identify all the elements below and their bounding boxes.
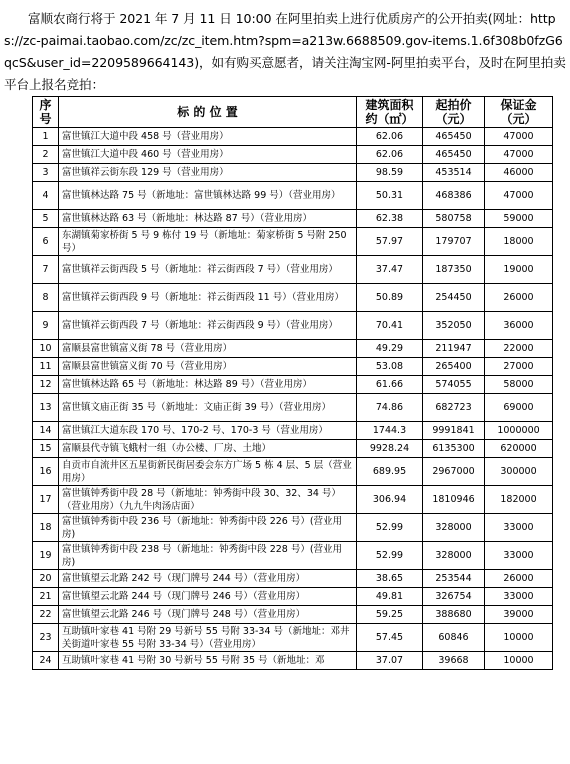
cell-location: 富顺县富世镇富义街 70 号（营业用房） <box>59 358 357 376</box>
cell-no: 10 <box>33 340 59 358</box>
cell-no: 17 <box>33 486 59 514</box>
cell-deposit: 27000 <box>485 358 553 376</box>
cell-location: 富世镇望云北路 244 号（现门牌号 246 号）（营业用房） <box>59 588 357 606</box>
cell-area: 59.25 <box>357 606 423 624</box>
cell-area: 53.08 <box>357 358 423 376</box>
table-row <box>33 652 553 670</box>
cell-location: 富世镇林达路 65 号（新地址：林达路 89 号）（营业用房） <box>59 376 357 394</box>
table-row <box>33 340 553 358</box>
table-row <box>33 440 553 458</box>
cell-deposit: 33000 <box>485 514 553 542</box>
cell-deposit: 1000000 <box>485 422 553 440</box>
cell-no: 18 <box>33 514 59 542</box>
cell-deposit: 46000 <box>485 164 553 182</box>
table-row <box>33 570 553 588</box>
cell-no: 12 <box>33 376 59 394</box>
cell-price: 682723 <box>423 394 485 422</box>
cell-area: 37.47 <box>357 256 423 284</box>
cell-deposit: 19000 <box>485 256 553 284</box>
cell-deposit: 47000 <box>485 128 553 146</box>
cell-deposit: 18000 <box>485 228 553 256</box>
cell-deposit: 182000 <box>485 486 553 514</box>
cell-area: 57.97 <box>357 228 423 256</box>
cell-location: 富世镇望云北路 242 号（现门牌号 244 号）（营业用房） <box>59 570 357 588</box>
table-row <box>33 624 553 652</box>
cell-no: 15 <box>33 440 59 458</box>
table-row <box>33 284 553 312</box>
cell-location: 富世镇江大道中段 460 号（营业用房） <box>59 146 357 164</box>
cell-area: 37.07 <box>357 652 423 670</box>
cell-location: 富世镇江大道东段 170 号、170-2 号、170-3 号（营业用房） <box>59 422 357 440</box>
cell-area: 50.89 <box>357 284 423 312</box>
cell-deposit: 33000 <box>485 588 553 606</box>
cell-no: 6 <box>33 228 59 256</box>
cell-deposit: 33000 <box>485 542 553 570</box>
table-row <box>33 394 553 422</box>
cell-price: 179707 <box>423 228 485 256</box>
cell-deposit: 36000 <box>485 312 553 340</box>
cell-area: 98.59 <box>357 164 423 182</box>
cell-deposit: 47000 <box>485 146 553 164</box>
cell-location: 富世镇祥云街西段 9 号（新地址：祥云街西段 11 号）（营业用房） <box>59 284 357 312</box>
table-row <box>33 146 553 164</box>
table-body <box>33 128 553 670</box>
cell-area: 57.45 <box>357 624 423 652</box>
cell-price: 265400 <box>423 358 485 376</box>
cell-deposit: 59000 <box>485 210 553 228</box>
cell-location: 互助镇叶家巷 41 号附 30 号新号 55 号附 35 号（新地址：邓 <box>59 652 357 670</box>
cell-price: 328000 <box>423 542 485 570</box>
cell-price: 253544 <box>423 570 485 588</box>
table-header-row <box>33 97 553 128</box>
cell-price: 211947 <box>423 340 485 358</box>
cell-price: 388680 <box>423 606 485 624</box>
header-location: 标 的 位 置 <box>59 97 357 128</box>
cell-area: 52.99 <box>357 542 423 570</box>
header-no: 序号 <box>33 97 59 128</box>
cell-price: 326754 <box>423 588 485 606</box>
cell-no: 24 <box>33 652 59 670</box>
cell-no: 19 <box>33 542 59 570</box>
cell-price: 6135300 <box>423 440 485 458</box>
cell-location: 富世镇江大道中段 458 号（营业用房） <box>59 128 357 146</box>
table-row <box>33 210 553 228</box>
table-row <box>33 128 553 146</box>
table-row <box>33 182 553 210</box>
cell-no: 7 <box>33 256 59 284</box>
header-deposit: 保证金（元） <box>485 97 553 128</box>
cell-no: 14 <box>33 422 59 440</box>
cell-no: 1 <box>33 128 59 146</box>
cell-price: 465450 <box>423 128 485 146</box>
cell-area: 70.41 <box>357 312 423 340</box>
table-row <box>33 376 553 394</box>
cell-location: 自贡市自流井区五星街新民街居委会东方广场 5 栋 4 层、5 层（营业用房） <box>59 458 357 486</box>
cell-location: 富世镇祥云街西段 7 号（新地址：祥云街西段 9 号）（营业用房） <box>59 312 357 340</box>
cell-no: 22 <box>33 606 59 624</box>
table-row <box>33 312 553 340</box>
cell-location: 富世镇钟秀街中段 238 号（新地址：钟秀街中段 228 号）(营业用房) <box>59 542 357 570</box>
cell-price: 352050 <box>423 312 485 340</box>
cell-deposit: 10000 <box>485 624 553 652</box>
cell-price: 468386 <box>423 182 485 210</box>
table-row <box>33 458 553 486</box>
cell-price: 254450 <box>423 284 485 312</box>
cell-location: 东湖镇菊家桥街 5 号 9 栋付 19 号（新地址：菊家桥街 5 号附 250 号） <box>59 228 357 256</box>
cell-price: 580758 <box>423 210 485 228</box>
cell-price: 187350 <box>423 256 485 284</box>
cell-price: 39668 <box>423 652 485 670</box>
cell-area: 38.65 <box>357 570 423 588</box>
cell-area: 9928.24 <box>357 440 423 458</box>
cell-location: 富世镇文庙正街 35 号（新地址：文庙正街 39 号）（营业用房） <box>59 394 357 422</box>
cell-deposit: 10000 <box>485 652 553 670</box>
table-row <box>33 164 553 182</box>
cell-area: 689.95 <box>357 458 423 486</box>
cell-no: 4 <box>33 182 59 210</box>
cell-location: 富顺县代寺镇飞蛾村一组（办公楼、厂房、土地） <box>59 440 357 458</box>
cell-area: 1744.3 <box>357 422 423 440</box>
cell-deposit: 69000 <box>485 394 553 422</box>
cell-area: 306.94 <box>357 486 423 514</box>
cell-location: 富世镇林达路 63 号（新地址：林达路 87 号）（营业用房） <box>59 210 357 228</box>
cell-area: 50.31 <box>357 182 423 210</box>
table-row <box>33 486 553 514</box>
cell-area: 62.06 <box>357 146 423 164</box>
cell-location: 互助镇叶家巷 41 号附 29 号新号 55 号附 33-34 号（新地址：邓井关街道叶家巷 55 号附 33-34 号）（营业用房） <box>59 624 357 652</box>
cell-no: 2 <box>33 146 59 164</box>
header-price: 起拍价（元） <box>423 97 485 128</box>
cell-no: 11 <box>33 358 59 376</box>
cell-price: 465450 <box>423 146 485 164</box>
cell-deposit: 22000 <box>485 340 553 358</box>
cell-price: 1810946 <box>423 486 485 514</box>
auction-lots-table <box>32 96 553 670</box>
header-area: 建筑面积约（㎡） <box>357 97 423 128</box>
table-row <box>33 606 553 624</box>
cell-deposit: 39000 <box>485 606 553 624</box>
cell-price: 453514 <box>423 164 485 182</box>
cell-location: 富世镇林达路 75 号（新地址：富世镇林达路 99 号）（营业用房） <box>59 182 357 210</box>
cell-location: 富顺县富世镇富义街 78 号（营业用房） <box>59 340 357 358</box>
cell-no: 21 <box>33 588 59 606</box>
cell-deposit: 26000 <box>485 570 553 588</box>
cell-price: 2967000 <box>423 458 485 486</box>
cell-location: 富世镇钟秀街中段 28 号（新地址：钟秀街中段 30、32、34 号）（营业用房）（九九牛肉汤店面） <box>59 486 357 514</box>
cell-area: 74.86 <box>357 394 423 422</box>
cell-price: 328000 <box>423 514 485 542</box>
intro-text: 富顺农商行将于 2021 年 7 月 11 日 10:00 在阿里拍卖上进行优质房产的公开拍卖(网址：https://zc-paimai.taobao.com/zc/zc_item.htm?spm=a213w.6688509.gov-items.1.6f308b0fzG6qcS&user_id=2209589664143)，如有购买意愿者，请关注淘宝网-阿里拍卖平台，及时在阿里拍卖平台上报名竞拍： <box>4 11 566 92</box>
cell-no: 13 <box>33 394 59 422</box>
table-row <box>33 228 553 256</box>
cell-deposit: 47000 <box>485 182 553 210</box>
cell-location: 富世镇祥云街西段 5 号（新地址：祥云街西段 7 号）（营业用房） <box>59 256 357 284</box>
cell-no: 23 <box>33 624 59 652</box>
cell-price: 60846 <box>423 624 485 652</box>
cell-location: 富世镇望云北路 246 号（现门牌号 248 号）（营业用房） <box>59 606 357 624</box>
cell-area: 52.99 <box>357 514 423 542</box>
cell-area: 49.81 <box>357 588 423 606</box>
cell-no: 5 <box>33 210 59 228</box>
cell-price: 574055 <box>423 376 485 394</box>
table-row <box>33 542 553 570</box>
cell-no: 16 <box>33 458 59 486</box>
cell-area: 62.38 <box>357 210 423 228</box>
cell-deposit: 26000 <box>485 284 553 312</box>
cell-location: 富世镇祥云街东段 129 号（营业用房） <box>59 164 357 182</box>
cell-area: 49.29 <box>357 340 423 358</box>
intro-paragraph <box>4 8 566 96</box>
table-row <box>33 358 553 376</box>
cell-location: 富世镇钟秀街中段 236 号（新地址：钟秀街中段 226 号）(营业用房) <box>59 514 357 542</box>
cell-deposit: 620000 <box>485 440 553 458</box>
cell-area: 61.66 <box>357 376 423 394</box>
table-row <box>33 514 553 542</box>
cell-deposit: 58000 <box>485 376 553 394</box>
cell-no: 8 <box>33 284 59 312</box>
cell-no: 20 <box>33 570 59 588</box>
table-row <box>33 256 553 284</box>
cell-area: 62.06 <box>357 128 423 146</box>
cell-price: 9991841 <box>423 422 485 440</box>
cell-deposit: 300000 <box>485 458 553 486</box>
cell-no: 3 <box>33 164 59 182</box>
table-row <box>33 588 553 606</box>
table-row <box>33 422 553 440</box>
cell-no: 9 <box>33 312 59 340</box>
